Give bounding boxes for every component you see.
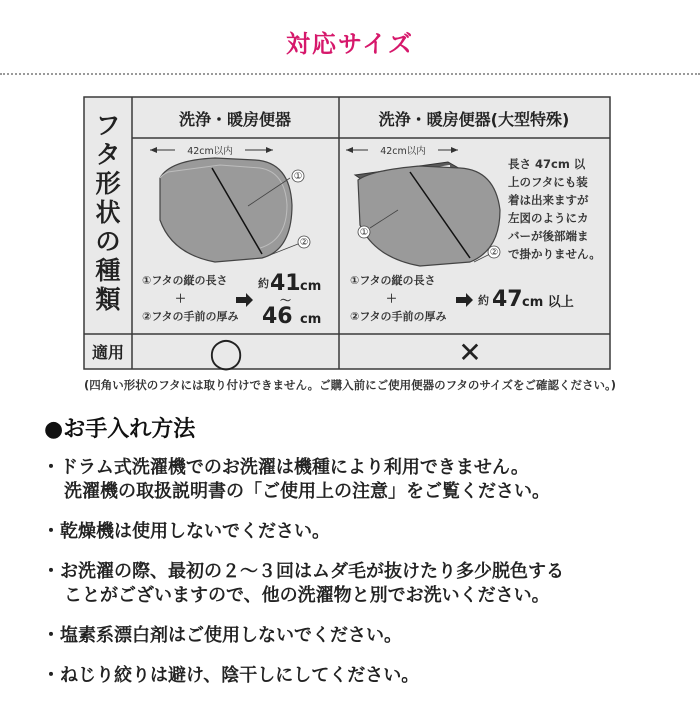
applicable-circle-icon: ◯ xyxy=(209,336,243,371)
bullet: ・ xyxy=(42,561,60,582)
care-item xyxy=(42,664,682,688)
care-item-text: お洗濯の際、最初の２〜３回はムダ毛が抜けたり多少脱色する xyxy=(60,561,564,582)
note-line: 長さ 47cm 以 xyxy=(508,157,586,171)
dimension-label: 42cm以内 xyxy=(187,146,233,157)
note-line: 左図のようにカ xyxy=(508,211,589,225)
size-unit: cm xyxy=(300,312,322,327)
care-item-text: 乾燥機は使用しないでください。 xyxy=(60,521,330,542)
lid-thickness-label: ②フタの手前の厚み xyxy=(142,310,239,323)
row-header-char: 種 xyxy=(95,256,121,285)
bullet: ・ xyxy=(42,625,60,646)
range-tilde: 〜 xyxy=(280,294,291,307)
dimension-label: 42cm以内 xyxy=(380,146,426,157)
callout-2: ② xyxy=(299,237,309,248)
row-header-char: フ xyxy=(95,111,121,140)
page-title: 対応サイズ xyxy=(285,30,415,58)
bullet: ・ xyxy=(42,665,60,686)
lid-length-label: ①フタの縦の長さ xyxy=(142,274,228,287)
lid-shape-caution: (四角い形状のフタには取り付けできません。ご購入前にご使用便器のフタのサイズをご確認ください。) xyxy=(84,378,616,392)
note-line: 着は出来ますが xyxy=(508,193,589,207)
plus-sign: ＋ xyxy=(386,292,397,305)
lid-shape xyxy=(160,158,292,262)
note-line: バーが後部端ま xyxy=(508,229,589,243)
lid-length-label: ①フタの縦の長さ xyxy=(350,274,436,287)
care-list xyxy=(42,456,682,704)
note-line: で掛かりません。 xyxy=(508,247,601,261)
row-header-char: 状 xyxy=(95,198,121,227)
size-value: 47 xyxy=(492,287,523,312)
approx-label: 約 xyxy=(478,294,489,307)
row-header-char: 形 xyxy=(95,169,121,198)
care-item xyxy=(42,456,682,504)
col-header-standard: 洗浄・暖房便器 xyxy=(178,110,292,129)
bullet: ・ xyxy=(42,521,60,542)
care-item-text-cont: 洗濯機の取扱説明書の「ご使用上の注意」をご覧ください。 xyxy=(64,481,550,502)
care-item-text-cont: ことがございますので、他の洗濯物と別でお洗いください。 xyxy=(64,585,550,606)
care-item-text: ねじり絞りは避け、陰干しにしてください。 xyxy=(60,665,420,686)
size-max-value: 46 xyxy=(262,304,293,329)
callout-1: ① xyxy=(293,171,303,182)
size-unit: cm 以上 xyxy=(522,295,574,310)
care-item xyxy=(42,560,682,608)
not-applicable-x-icon: ✕ xyxy=(458,336,482,369)
care-item xyxy=(42,624,682,648)
callout-2: ② xyxy=(489,247,499,258)
care-item-text: 塩素系漂白剤はご使用しないでください。 xyxy=(60,625,402,646)
care-item-text: ドラム式洗濯機でのお洗濯は機種により利用できません。 xyxy=(60,457,529,478)
care-heading: ●お手入れ方法 xyxy=(44,417,196,442)
note-line: 上のフタにも装 xyxy=(508,175,588,189)
row-header-char: の xyxy=(95,227,121,256)
size-unit: cm xyxy=(300,279,322,294)
approx-label: 約 xyxy=(258,277,269,290)
size-min-value: 41 xyxy=(270,271,301,296)
row-header-lid-shape xyxy=(94,111,120,314)
row-header-char: タ xyxy=(95,140,121,169)
lid-thickness-label: ②フタの手前の厚み xyxy=(350,310,447,323)
care-item xyxy=(42,520,682,544)
plus-sign: ＋ xyxy=(175,292,186,305)
col-header-large: 洗浄・暖房便器(大型特殊) xyxy=(378,110,570,129)
row-header-applicable: 適用 xyxy=(91,343,125,362)
callout-1: ① xyxy=(359,227,369,238)
bullet: ・ xyxy=(42,457,60,478)
row-header-char: 類 xyxy=(95,285,121,314)
